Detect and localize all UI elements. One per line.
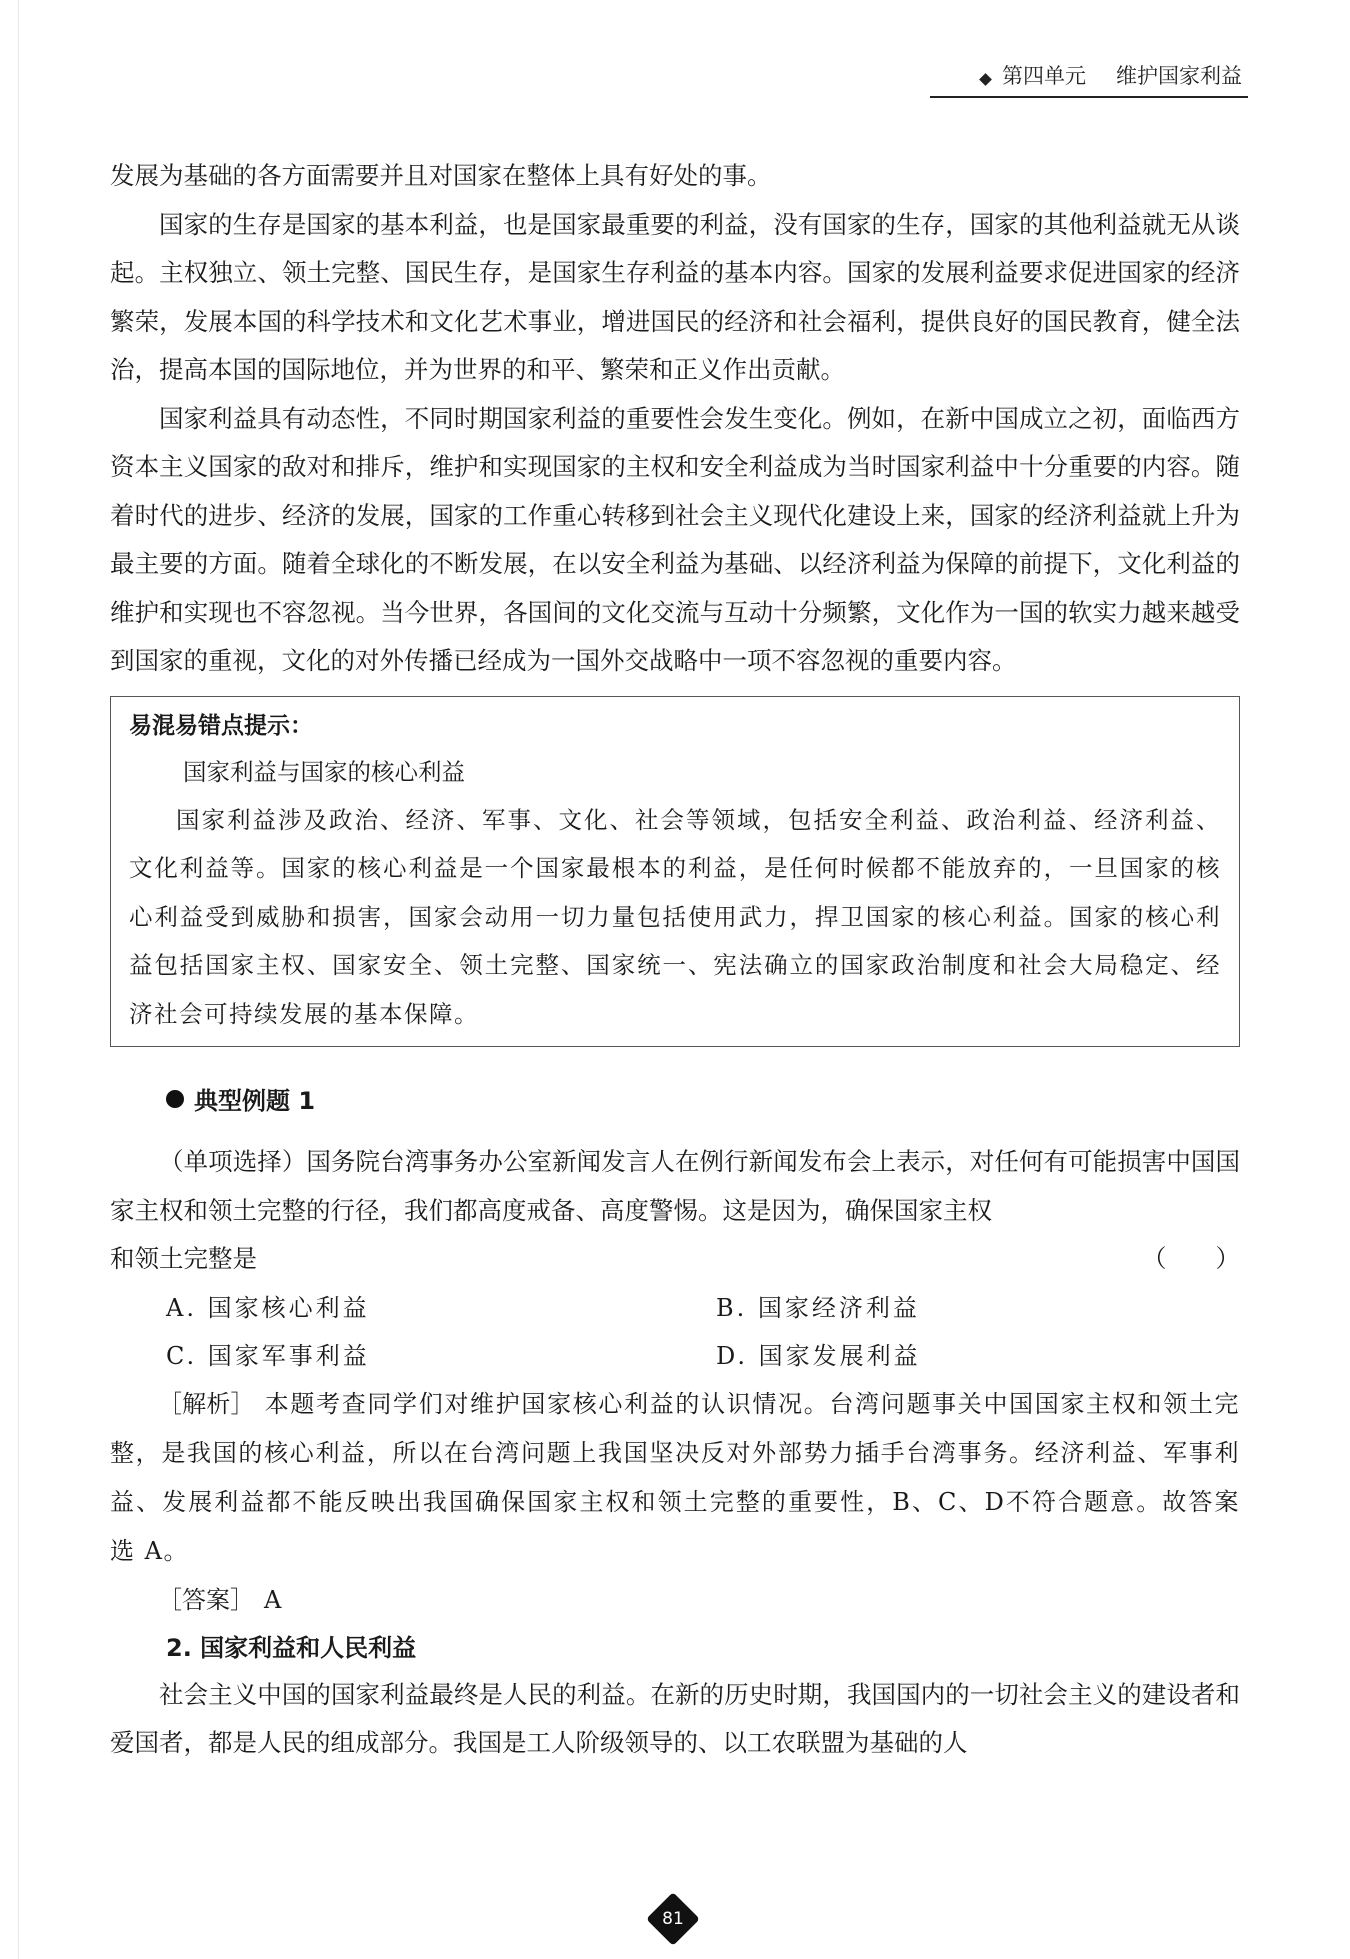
page-edge <box>18 0 19 1959</box>
section-heading: 2. 国家利益和人民利益 <box>166 1633 417 1662</box>
analysis-block <box>110 1380 1240 1576</box>
paragraph-survival-interest: 国家的生存是国家的基本利益，也是国家最重要的利益，没有国家的生存，国家的其他利益就无从谈起。主权独立、领土完整、国民生存，是国家生存利益的基本内容。国家的发展利益要求促进国家的经济繁荣，发展本国的科学技术和文化艺术事业，增进国民的经济和社会福利，提供良好的国民教育，健全法治，提高本国的国际地位，并为世界的和平、繁荣和正义作出贡献。 <box>110 209 1240 384</box>
header-unit: 第四单元 <box>1002 64 1086 88</box>
bullet-icon <box>166 1090 184 1108</box>
tip-title: 易混易错点提示： <box>129 712 313 739</box>
answer-tag: ［答案］ <box>158 1585 254 1614</box>
options-grid <box>110 1284 1240 1380</box>
page-body <box>110 152 1240 1768</box>
example-heading-text: 典型例题 1 <box>194 1087 316 1115</box>
tip-body: 国家利益涉及政治、经济、军事、文化、社会等领域，包括安全利益、政治利益、经济利益、文化利益等。国家的核心利益是一个国家最根本的利益，是任何时候都不能放弃的，一旦国家的核心利益受到威胁和损害，国家会动用一切力量包括使用武力，捍卫国家的核心利益。国家的核心利益包括国家主权、国家安全、领土完整、国家统一、宪法确立的国家政治制度和社会大局稳定、经济社会可持续发展的基本保障。 <box>129 805 1221 1028</box>
analysis-text: 本题考查同学们对维护国家核心利益的认识情况。台湾问题事关中国国家主权和领土完整，是我国的核心利益，所以在台湾问题上我国坚决反对外部势力插手台湾事务。经济利益、军事利益、发展利益都不能反映出我国确保国家主权和领土完整的重要性，B、C、D不符合题意。故答案选 A。 <box>110 1389 1241 1565</box>
option-c: C. 国家军事利益 <box>166 1341 370 1370</box>
question-last-line <box>110 1235 1240 1284</box>
header-rule <box>930 96 1248 98</box>
question-end: 和领土完整是 <box>110 1244 257 1273</box>
paragraph-dynamic-interest: 国家利益具有动态性，不同时期国家利益的重要性会发生变化。例如，在新中国成立之初，面临西方资本主义国家的敌对和排斥，维护和实现国家的主权和安全利益成为当时国家利益中十分重要的内容。随着时代的进步、经济的发展，国家的工作重心转移到社会主义现代化建设上来，国家的经济利益就上升为最主要的方面。随着全球化的不断发展，在以安全利益为基础、以经济利益为保障的前提下，文化利益的维护和实现也不容忽视。当今世界，各国间的文化交流与互动十分频繁，文化作为一国的软实力越来越受到国家的重视，文化的对外传播已经成为一国外交战略中一项不容忽视的重要内容。 <box>110 403 1240 675</box>
option-b: B. 国家经济利益 <box>716 1293 920 1322</box>
answer-block <box>110 1576 1240 1625</box>
running-header <box>981 60 1242 90</box>
paragraph-continued: 发展为基础的各方面需要并且对国家在整体上具有好处的事。 <box>110 161 772 190</box>
analysis-tag: ［解析］ <box>158 1389 255 1418</box>
tip-box <box>110 696 1240 1048</box>
answer-text: A <box>264 1585 283 1614</box>
example-heading <box>110 1081 1240 1116</box>
option-d: D. 国家发展利益 <box>716 1341 921 1370</box>
tip-subtitle: 国家利益与国家的核心利益 <box>183 757 465 786</box>
page-number: 81 <box>662 1909 684 1929</box>
question-text: （单项选择）国务院台湾事务办公室新闻发言人在例行新闻发布会上表示，对任何有可能损害中国国家主权和领土完整的行径，我们都高度戒备、高度警惕。这是因为，确保国家主权 <box>110 1147 1240 1225</box>
answer-bracket: （ ） <box>1142 1244 1240 1273</box>
option-a: A. 国家核心利益 <box>166 1293 370 1322</box>
section-body: 社会主义中国的国家利益最终是人民的利益。在新的历史时期，我国国内的一切社会主义的建设者和爱国者，都是人民的组成部分。我国是工人阶级领导的、以工农联盟为基础的人 <box>110 1679 1240 1757</box>
diamond-icon <box>979 73 992 86</box>
header-title: 维护国家利益 <box>1116 64 1242 88</box>
